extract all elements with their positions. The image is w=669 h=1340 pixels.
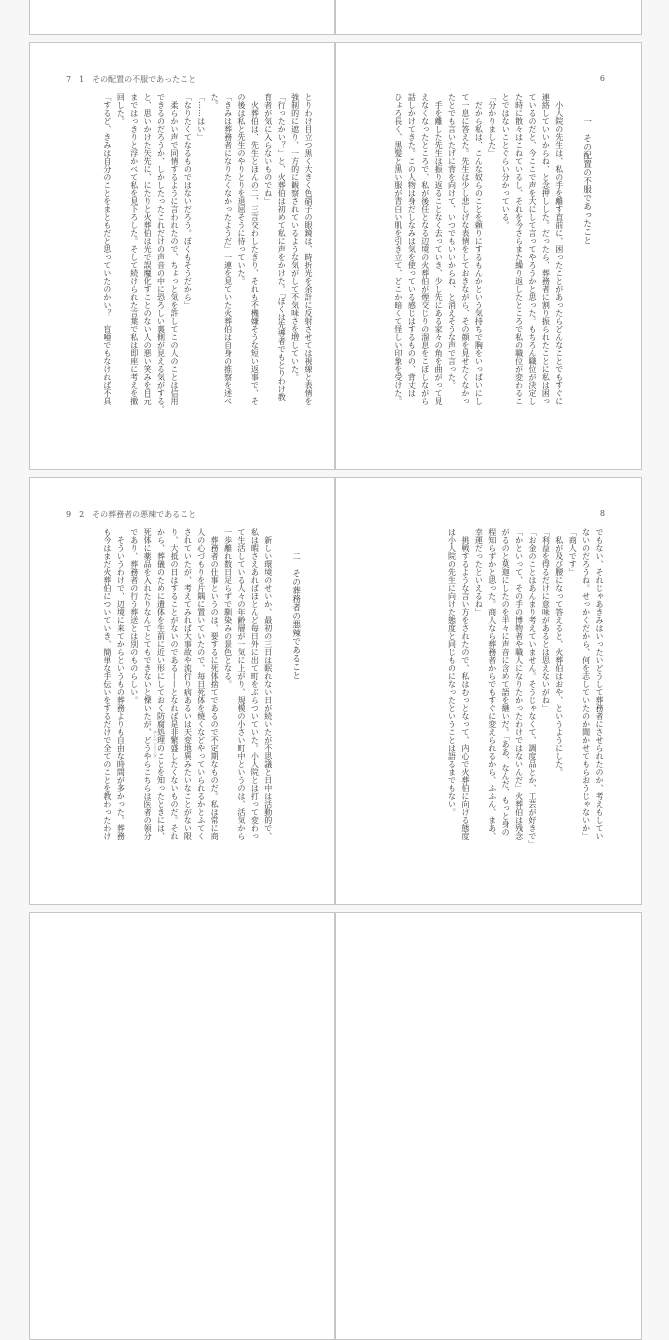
text-line: て一息に答えた。先生は少し悲しげな表情をしておきながら、その顔を見せたくなかっ — [460, 93, 470, 405]
text-line: でもない、それじゃあきみはいったいどうして葬務者にさせられたのか、考えもしてい — [595, 528, 604, 840]
page-7 — [29, 42, 336, 470]
previous-spread — [29, 0, 640, 35]
text-line — [302, 528, 315, 858]
text-line: まではっきりと浮かべて私を見下ろした。そして続けられた言葉で私は即座に考えを撤 — [129, 93, 139, 405]
text-line: 「商人です」 — [568, 528, 578, 576]
text-line: 小人院の先生は、私の手を離す直前に、困ったことがあったらどんなことでもすぐに — [554, 93, 564, 405]
text-line: 連絡していいからね、と念押しした。だったら、葬務者に割り振られたことに私は困っ — [541, 93, 551, 405]
text-line: た。 — [210, 93, 220, 109]
spread-8-9 — [29, 477, 640, 905]
page-number: 8 — [599, 509, 605, 518]
text-line: 「お金のことはあんまり考えていません。そうじゃなくて、調度品とか、工芸が好きで」 — [527, 528, 537, 848]
text-line: 手を離した先生は振り返ることなく去っていき、少し先にある家々の角を曲がって見 — [434, 93, 444, 405]
text-line: 挑戦するような言い方をされたので、私はむっとなって、内心で火葬伯に向ける態度 — [460, 528, 470, 840]
text-line: たとでも言いたげに背を向けて、いつでもいいからね、と消えそうな声で言った。 — [447, 93, 457, 389]
text-line: て生活している人々の年齢層が一気に上がり、規模の小さい町中というのは、活気から — [236, 528, 246, 840]
next-spread — [29, 912, 640, 1340]
text-line: り、大抵の日はすることがないのである——となれば是非繁盛したくないものだ。それ — [169, 528, 179, 840]
text-line: 「なりたくてなるものではないだろう。ぼくもそうだから」 — [183, 93, 193, 309]
text-line: は小人院の先生に向けた態度と同じものになったということは語るまでもない。 — [447, 528, 457, 816]
chapter-title: 二 その葬務者の悪辣であること — [290, 552, 301, 680]
text-line: も今はまだ火葬伯についていき、簡単な手伝いをするだけで全てのことを教わったわけ — [102, 528, 112, 840]
page-blank — [29, 912, 336, 1340]
text-line: 「分かりました」 — [487, 93, 497, 157]
text-line: されていたが、考えてみれば大事故や流行り病あるいは天変地異みたいなことがない限 — [183, 528, 193, 840]
text-line — [593, 93, 606, 423]
text-line: 幸運だったといえるね」 — [474, 528, 484, 616]
running-header: 7 1 その配置の不服であったこと — [66, 75, 197, 84]
text-line: 死体に薬品を入れたりなんてとてもできないと慄いたが、どうやらこちらは医者の領分 — [143, 528, 153, 840]
text-line: と、思いかけた矢先に、にたりと火葬伯は光で誤魔化すことのない人の悪い笑みを目元 — [143, 93, 153, 405]
text-line: 育者が気に入らないものでね」 — [263, 93, 273, 205]
text-line: 人の心づもりを片隅に置いていたので、毎日死体を焼くなどやっていられるかとふてく — [196, 528, 206, 840]
text-line: 回した。 — [116, 93, 126, 125]
page-number: 6 — [599, 74, 605, 83]
text-line: 私は暇さえあればほとんど毎日外に出て町をぶらついていた。小人院とは打って変わっ — [250, 528, 260, 840]
page-body — [392, 93, 607, 423]
text-line: であり、葬務者の行う葬送とは別のものらしい。 — [129, 528, 139, 704]
page-body — [101, 93, 316, 423]
text-line: 「利益を得るだけに意味があるとは思えないがね」 — [541, 528, 551, 712]
text-line: から、葬儀のために遺体を生前に近い形にしておく防腐処理のことを知ったときには、 — [156, 528, 166, 840]
page-blank — [29, 0, 336, 35]
text-line — [275, 528, 288, 858]
text-line: 一歩離れ数日足らずで馴染みの景色となる。 — [223, 528, 233, 688]
page-blank — [334, 912, 642, 1340]
text-line: 「するど、きみは自分のことをまともだと思っていたのかい？ 盲唖でもなければ不具 — [102, 93, 112, 405]
page-body — [445, 528, 606, 858]
text-line: ひょろ長く、黒髪と黒い服が青白い肌を引き立て、どこか暗くて怪しい印象を受けた。 — [393, 93, 403, 405]
text-line: そういうわけで、辺境に来てからというもの葬務よりも自由な時間が多かった。葬務 — [116, 528, 126, 840]
text-line: 「……はい」 — [196, 93, 206, 141]
text-line: とりわけ目立つ黒く大きく色硝子の眼鏡は、時折光を余計に反射させては視線と表情を — [304, 93, 313, 405]
text-line: の後は私と先生のやりとりを退屈そうに待っていた。 — [236, 93, 246, 285]
text-line: 「きみは葬務者になりたくなかったようだ」一連を見ていた火葬伯は自身の推察を述べ — [223, 93, 233, 405]
text-line: 程知らずかと思った。商人なら葬務者からでもすぐに変えられるから、ふふん、まあ、 — [487, 528, 497, 840]
spread-6-7 — [29, 42, 640, 470]
text-line: た時に散々はこねているし、それを今さらまた繰り返したところで私の職位が変わるこ — [514, 93, 524, 405]
text-line: 柔らかい声で同情するように言われたので、ちょっと気を許してこの人のことは信用 — [169, 93, 179, 405]
text-line: 私が及び腰になって答えると、火葬伯はおや、というようにした。 — [554, 528, 564, 776]
text-line: 「行ったかい？」と、火葬伯は初めて私に声をかけた。「ぼくは先導者でもとりわけ教 — [277, 93, 287, 401]
text-line: 火葬伯は、先生とほんの二、三言交わしたきり、それも不機嫌そうな短い返事で、そ — [250, 93, 260, 405]
text-line: 葬務者の仕事というのは、要するに死体捨てであるので不定期なものだ。私は常に商 — [210, 528, 220, 840]
chapter-title: 一 その配置の不服であったこと — [581, 117, 592, 245]
page-8 — [334, 477, 642, 905]
ruby-annotation: エンバーミング — [153, 730, 158, 758]
text-line: とではないことぐらい分かっている。 — [501, 93, 511, 229]
text-line: 「かといって、その手の博物者や職人になりたかったわけではないんだ」火葬伯は残念 — [514, 528, 524, 840]
text-line: がるのと莫迦にしたのを半々に声音に含めて語を継いだ。「ああ、なんだ、もっと身の — [501, 528, 511, 836]
page-9 — [29, 477, 336, 905]
text-line: ているのだと、今ここで声を大にして言ってやろうかと思った。もちろん職位が決定し — [527, 93, 537, 405]
text-line: できるのだろうか、しかしたったこれだけの声音の中に恐ろしい裏側が見える気がする。 — [156, 93, 166, 413]
text-line — [566, 93, 579, 423]
text-line: 話しかけてきた。この人物は身だしなみは気を使っている感じはするものの、背丈は — [407, 93, 417, 397]
text-line: 新しい環境のせいか、最初の三日は眠れない日が続いたが不思議と日中は活動的で、 — [263, 528, 273, 840]
text-line: えなくなったところで、私が後任となる辺境の火葬伯が煙交じりの溜息をこぼしながら — [420, 93, 430, 405]
page-body — [101, 528, 316, 858]
page-6 — [334, 42, 642, 470]
text-line: だから私は、こんな奴らのことを頼りにするもんかという気持ちで胸をいっぱいにし — [474, 93, 484, 405]
page-blank — [334, 0, 642, 35]
text-line: ないのだろうね。せっかくだから、何を志していたのか聞かせてもらおうじゃないか」 — [581, 528, 591, 840]
running-header: 9 2 その葬務者の悪辣であること — [66, 510, 197, 519]
text-line: 強制的に遮り、一方的に観察されているような気がして不気味さを増していた。 — [290, 93, 300, 381]
